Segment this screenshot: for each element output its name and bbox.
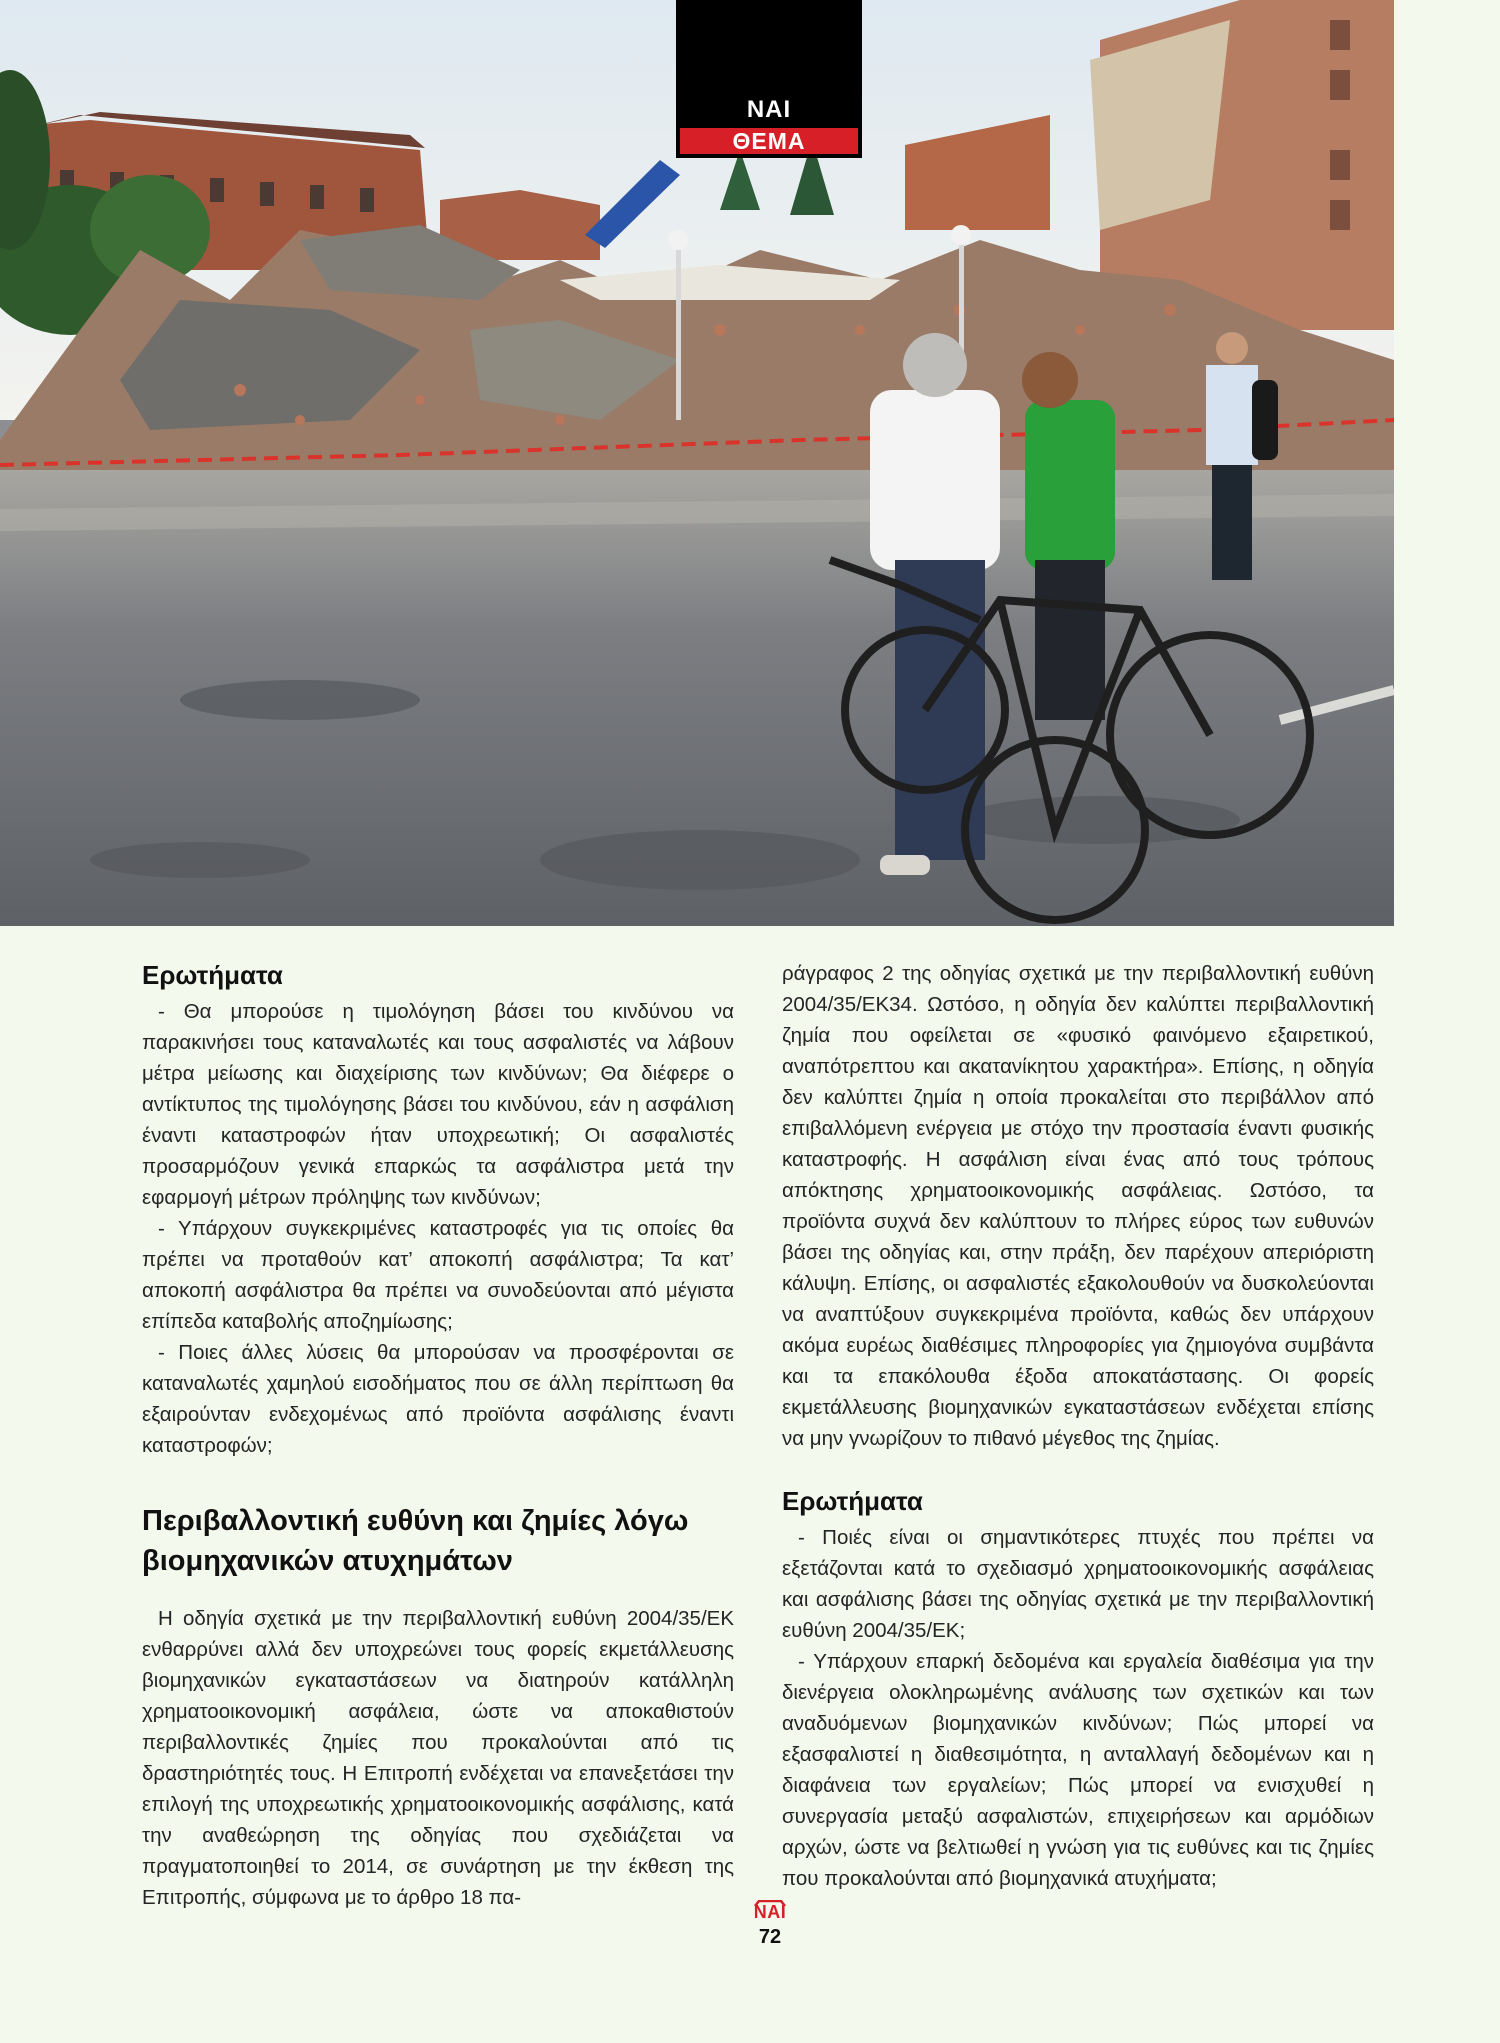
questions-heading: Ερωτήματα [142,960,283,990]
body-paragraph: ράγραφος 2 της οδηγίας σχετικά με την περιβαλλοντική ευθύνη 2004/35/ΕΚ34. Ωστόσο, η οδηγία δεν καλύπτει περιβαλλοντική ζημία που οφείλεται σε «φυσικό φαινόμενο εξαιρετικού, αναπότρεπτου και ακατανίκητου χαρακτήρα». Επίσης, η οδηγία δεν καλύπτει ζημία η οποία προκαλείται στο περιβάλλον από επιβαλλόμενη ενέργεια με στόχο την προστασία έναντι φυσικής καταστροφής. Η ασφάλιση είναι ένας από τους τρόπους απόκτησης χρηματοοικονομικής ασφάλειας. Ωστόσο, τα προϊόντα συχνά δεν καλύπτουν το πλήρες εύρος των ευθυνών βάσει της οδηγίας και, στην πράξη, δεν παρέχουν απεριόριστη κάλυψη. Επίσης, οι ασφαλιστές εξακολουθούν να δυσκολεύονται να αναπτύξουν συγκεκριμένα προϊόντα, καθώς δεν υπάρχουν ακόμα ευρέως διαθέσιμες πληροφορίες για ζημιογόνα συμβάντα και τα επακόλουθα έξοδα αποκατάστασης. Οι φορείς εκμετάλλευσης βιομηχανικών εγκαταστάσεων ενδέχεται επίσης να μην γνωρίζουν το πιθανό μέγεθος της ζημίας. [782,962,1374,1450]
question-paragraph: - Υπάρχουν συγκεκριμένες καταστροφές για τις οποίες θα πρέπει να προταθούν κατ’ αποκοπή ασφάλιστρα; Τα κατ’ αποκοπή ασφάλιστρα θα πρέπει να συνοδεύονται από μέγιστα επίπεδα καταβολής αποζημίωσης; [142,1217,734,1333]
question-paragraph: - Υπάρχουν επαρκή δεδομένα και εργαλεία διαθέσιμα για την διενέργεια ολοκληρωμένης ανάλυσης των σχετικών και των αναδυόμενων βιομηχανικών κινδύνων; Πώς μπορεί να εξασφαλιστεί η διαθεσιμότητα, η ανταλλαγή δεδομένων και η διαφάνεια των εργαλείων; Πώς μπορεί να ενισχυθεί η συνεργασία μεταξύ ασφαλιστών, επιχειρήσεων και αρμόδιων αρχών, ώστε να βελτιωθεί η γνώση για τις ευθύνες και τις ζημίες που προκαλούνται από βιομηχανικά ατυχήματα; [782,1650,1374,1890]
section-label: ΘΕΜΑ [680,128,858,154]
section-title: Περιβαλλοντική ευθύνη και ζημίες λόγω βιομηχανικών ατυχημάτων [142,1505,689,1577]
brand-label: ΝΑΙ [746,96,792,123]
section-tag [676,0,862,158]
question-paragraph: - Ποιές είναι οι σημαντικότερες πτυχές που πρέπει να εξετάζονται κατά το σχεδιασμό χρηματοοικονομικής ασφάλειας και ασφάλισης βάσει της οδηγίας σχετικά με την περιβαλλοντική ευθύνη 2004/35/ΕΚ; [782,1526,1374,1642]
body-paragraph: Η οδηγία σχετικά με την περιβαλλοντική ευθύνη 2004/35/ΕΚ ενθαρρύνει αλλά δεν υποχρεώνει τους φορείς εκμετάλλευσης βιομηχανικών εγκαταστάσεων να διατηρούν κατάλληλη χρηματοοικονομική ασφάλεια, ώστε να αποκαθιστούν περιβαλλοντικές ζημίες που προκαλούνται από τις δραστηριότητές τους. Η Επιτροπή ενδέχεται να επανεξετάσει την επιλογή της υποχρεωτικής χρηματοοικονομικής ασφάλισης, κατά την αναθεώρηση της οδηγίας που σχεδιάζεται να πραγματοποιηθεί το 2014, σε συνάρτηση με την έκθεση της Επιτροπής, σύμφωνα με το άρθρο 18 πα- [142,1607,734,1909]
page-footer [748,1900,792,1949]
page-number: 72 [758,1926,782,1948]
question-paragraph: - Ποιες άλλες λύσεις θα μπορούσαν να προσφέρονται σε καταναλωτές χαμηλού εισοδήματος που σε άλλη περίπτωση θα εξαιρούνταν ενδεχομένως από προϊόντα ασφάλισης έναντι καταστροφών; [142,1341,734,1457]
questions-heading: Ερωτήματα [782,1486,923,1516]
question-paragraph: - Θα μπορούσε η τιμολόγηση βάσει του κινδύνου να παρακινήσει τους καταναλωτές και τους ασφαλιστές να λάβουν μέτρα μείωσης και διαχείρισης των κινδύνων; Θα διέφερε ο αντίκτυπος της τιμολόγησης βάσει του κινδύνου, εάν η ασφάλιση έναντι καταστροφών ήταν υποχρεωτική; Οι ασφαλιστές προσαρμόζουν γενικά επαρκώς τα ασφάλιστρα μετά την εφαρμογή μέτρων πρόληψης των κινδύνων; [142,1000,734,1209]
footer-logo-text: ΝΑΙ [753,1902,787,1922]
logo-icon [749,1900,791,1924]
right-column [782,958,1374,1894]
left-column [142,958,734,1913]
